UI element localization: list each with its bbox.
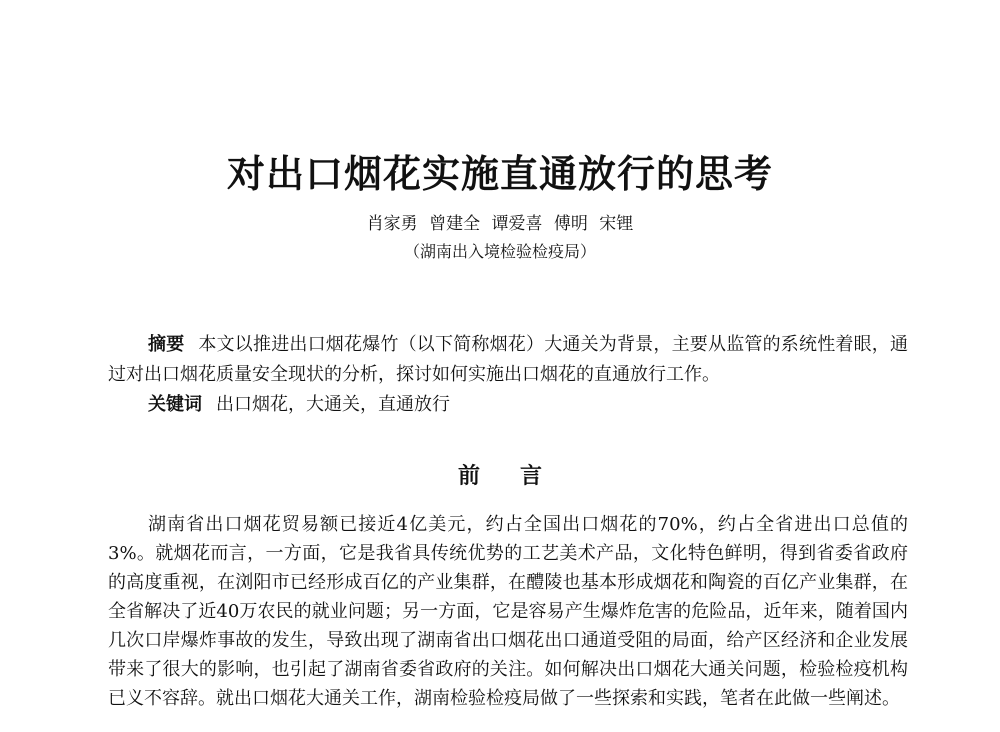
abstract-label: 摘要 [148,334,185,355]
author-affiliation: （湖南出入境检验检疫局） [403,242,596,261]
keywords-label: 关键词 [148,394,202,415]
abstract-text: 本文以推进出口烟花爆竹（以下简称烟花）大通关为背景，主要从监管的系统性着眼，通过对出口烟花质量安全现状的分析，探讨如何实施出口烟花的直通放行工作。 [108,334,909,385]
keywords-text: 出口烟花，大通关，直通放行 [216,394,450,415]
paper-title: 对出口烟花实施直通放行的思考 [226,152,773,196]
introduction-paragraph: 湖南省出口烟花贸易额已接近4亿美元，约占全国出口烟花的70%，约占全省进出口总值的3%。就烟花而言，一方面，它是我省具传统优势的工艺美术产品，文化特色鲜明，得到省委省政府的高度重视，在浏阳市已经形成百亿的产业集群，在醴陵也基本形成烟花和陶瓷的百亿产业集群，在全省解决了近40万农民的就业问题；另一方面，它是容易产生爆炸危害的危险品，近年来，随着国内几次口岸爆炸事故的发生，导致出现了湖南省出口烟花出口通道受阻的局面，给产区经济和企业发展带来了很大的影响，也引起了湖南省委省政府的关注。如何解决出口烟花大通关问题，检验检疫机构已义不容辞。就出口烟花大通关工作，湖南检验检疫局做了一些探索和实践，笔者在此做一些阐述。 [108,514,908,709]
section-heading-introduction: 前言 [457,463,582,489]
author-list: 肖家勇 曾建全 谭爱喜 傅明 宋锂 [366,214,634,234]
keywords-line [148,390,908,420]
abstract-paragraph [108,330,908,390]
